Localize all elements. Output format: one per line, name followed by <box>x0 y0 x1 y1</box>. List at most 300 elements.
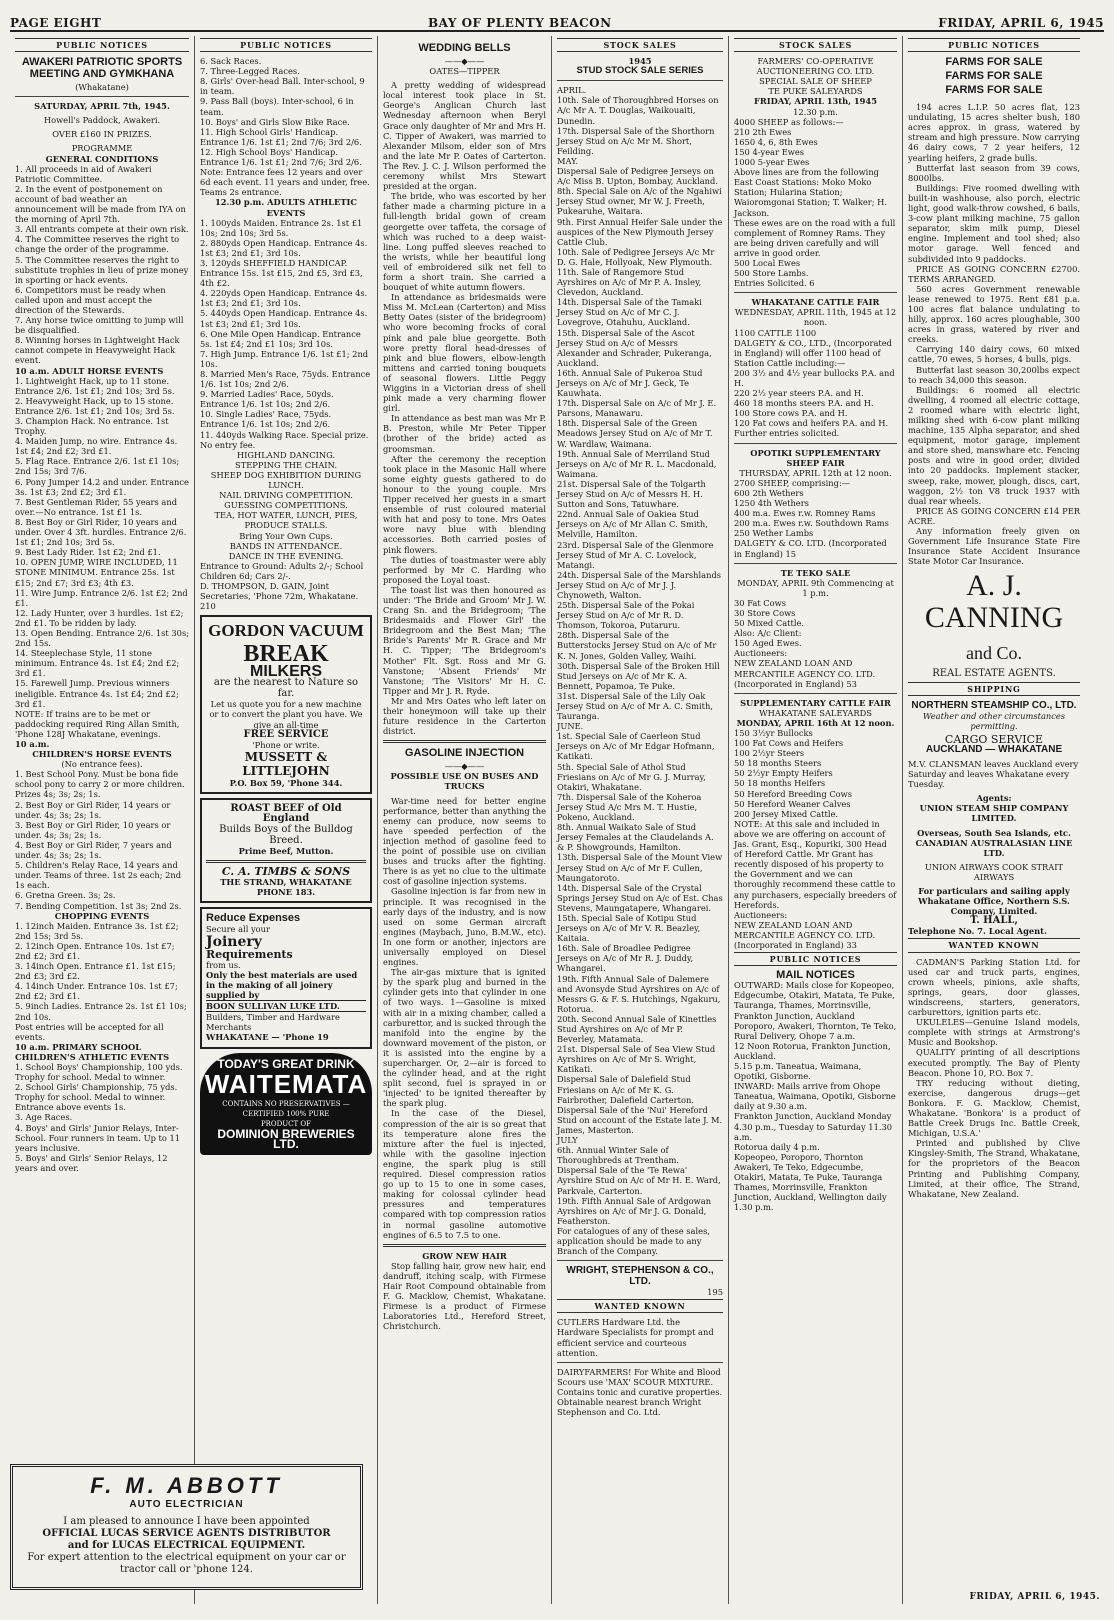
section-header: PUBLIC NOTICES <box>200 38 372 52</box>
text-line: The air-gas mixture that is ignited by the spark plug and burned in the cylinder gets into that cylinder in one of two ways. 1—Gasoline is mixed with air in a mixing chamber, called a carburettor, and is sucked through the manifold into the engine by the downward movement of the piston, or it is assisted into the engine by a supercharger. Or, 2—air is forced to the cylinder head, and at the right split second, fuel is sprayed in or 'injected' to be ignited thereafter by the spark plug. <box>383 967 546 1109</box>
joinery-ad <box>200 907 372 1048</box>
text-line: 10. Single Ladies' Race, 75yds. Entrance 1/6. 1st 10s; 2nd 2/6. <box>200 409 332 430</box>
text-line: 19th. Fifth Annual Sale of Dalemere and Avonsyde Stud Ayrshires on A/c of Messrs G. & F. S. Hutchings, Ngakuru, Rotorua. <box>557 973 721 1014</box>
ad-phone: WHAKATANE — 'Phone 19 <box>206 1032 329 1043</box>
text-line: FARMS FOR SALE <box>945 70 1043 83</box>
school-events-heading: 10 a.m. PRIMARY SCHOOL CHILDREN'S ATHLETIC EVENTS <box>15 1041 170 1062</box>
wanted-notice: CUTLERS Hardware Ltd. the Hardware Specialists for prompt and efficient service and courteous attention. <box>557 1317 714 1358</box>
text-line: OUTWARD: Mails close for Kopeopeo, Edgecumbe, Otakiri, Matata, Te Puke, Tauranga, Thames, Morrinsville, Frankton Junction, Auckland Poroporo, Awakeri, Thornton, Te Teko, Rural Delivery, Ohope 7 a.m. <box>734 980 897 1041</box>
issue-date: FRIDAY, APRIL 6, 1945 <box>938 16 1104 30</box>
text-line: 1250 4th Wethers <box>734 498 809 509</box>
text-line: 8. Married Men's Race, 75yds. Entrance 1/6. 1st 10s; 2nd 2/6. <box>200 369 371 390</box>
text-line: A pretty wedding of widespread local interest took place in St. George's Anglican Church last Wednesday afternoon when Beryl Grace only daughter of Mr and Mrs H. C. Tipper of Awakeri, was married to Alexander Milsom, elder son of Mrs and the late Mr P. Oates of Carterton. The Rev. J. C. J. Wilson performed the ceremony whilst Mrs Stewart presided at the organ. <box>383 80 546 192</box>
text-line: 24th. Dispersal Sale of the Marshlands Jersey Stud on A/c of Mr J. J. Chynoweth, Walton. <box>557 569 722 600</box>
text-line: Further entries solicited. <box>734 428 840 439</box>
text-line: MAY. <box>557 155 579 166</box>
text-line: 1. School Boys' Championship, 100 yds. Trophy for school. Medal to winner. <box>15 1062 183 1083</box>
text-line: 3. 14inch Open. Entrance £1. 1st £15; 2nd £3; 3rd £2. <box>15 961 176 982</box>
text-line: 1. Best School Pony. Must be bona fide school pony to carry 2 or more children. Prizes 4s; 3s; 2s; 1s. <box>15 769 185 800</box>
text-line: 100 Fat Cows and Heifers <box>734 738 844 749</box>
article-body <box>383 796 546 1240</box>
text-line: 11th. Sale of Rangemore Stud Ayrshires on A/c of Mr P. A. Insley, Clevedon, Auckland. <box>557 266 702 298</box>
agent-brand-2 <box>908 634 1080 669</box>
text-line: 500 Store Lambs. <box>734 268 809 279</box>
text-line: SHEEP DOG EXHIBITION DURING LUNCH. <box>210 469 362 491</box>
sale-title: SUPPLEMENTARY CATTLE FAIR <box>740 697 891 708</box>
text-line: 50 18 months Heifers <box>734 778 826 789</box>
ad-company: DOMINION BREWERIES LTD. <box>217 1126 355 1151</box>
text-line: 8. Winning horses in Lightweight Hack cannot compete in Heavyweight Hack event. <box>15 335 180 366</box>
text-line: 2. School Girls' Championship, 75 yds. Trophy for school. Medal to winner. <box>15 1082 178 1103</box>
text-line: 4. The Committee reserves the right to change the order of the programme. <box>15 234 180 255</box>
text-line: 5.15 p.m. Taneatua, Waimana, Opotiki, Gisborne. <box>734 1061 862 1082</box>
sale-time: 12.30 p.m. <box>793 106 838 117</box>
text-line: 12 Noon Rotorua, Frankton Junction, Auckland. <box>734 1040 891 1061</box>
text-line: 600 2th Wethers <box>734 487 804 498</box>
sale-yards: WHAKATANE SALEYARDS <box>759 707 872 718</box>
prize-total: OVER £160 IN PRIZES. <box>52 129 152 140</box>
text-line: 28th. Dispersal Sale of the Butterstocks Jersey Stud on A/c of Mr K. N. Jones, Golden Valley, Waihi. <box>557 630 717 661</box>
text-line: The duties of toastmaster were ably performed by Mr C. Harding who proposed the Loyal toast. <box>383 554 546 585</box>
text-line: 3. 120yds SHEFFIELD HANDICAP. Entrance 15s. 1st £15, 2nd £5, 3rd £3, 4th £2. <box>200 257 363 289</box>
text-line: NOTE: At this sale and included in above we are offering on account of Jas. Grant, Esq., Kopuriki, 300 Head of Hereford Cattle. Mr Grant has recently disposed of his property to the Government and we can thoroughly recommend these cattle to any purchasers, especially breeders of Herefords. <box>734 818 897 910</box>
text-line: 150 3½yr Bullocks <box>734 728 813 738</box>
sale-lines <box>734 728 897 950</box>
text-line: 2. In the event of postponement on account of bad weather an announcement will be made from IYA on the morning of April 7th. <box>15 183 186 225</box>
text-line: 23rd. Dispersal Sale of the Glenmore Jersey Stud of Mr A. C. Lovelock, Matangi. <box>557 539 714 570</box>
text-line: 10. Boys' and Girls Slow Bike Race. <box>200 116 350 127</box>
text-line: Above lines are from the following East Coast Stations: Moko Moko Station; Hularina Station; Waioromgonai Station; T. Walker; H. Jackson. <box>734 167 888 218</box>
text-line: For catalogues of any of these sales, application should be made to any Branch of the Company. <box>557 1225 710 1257</box>
sale-title: SPECIAL SALE OF SHEEP <box>759 76 872 87</box>
text-line: FARMS FOR SALE <box>945 56 1043 69</box>
text-line: 10th. Sale of Pedigree Jerseys A/c Mr D. G. Hale, Hollyoak, New Plymouth. <box>557 246 715 267</box>
text-line: 400 m.a. Ewes r.w. Romney Rams <box>734 508 876 519</box>
conditions-list <box>15 164 189 366</box>
text-line: 8. Best Boy or Girl Rider, 10 years and under. Over 4 3ft. hurdles. Entrance 2/6. 1st £1; 2nd 10s; 3rd 5s. <box>15 516 187 548</box>
particulars: For particulars and sailing apply Whakatane Office, Northern S.S. Company, Limited. <box>918 886 1070 917</box>
text-line: CADMAN'S Parking Station Ltd. for used car and truck parts, engines, crown wheels, pinions, axle shafts, springs, gears, door glasses, windscreens, starters, generators, carburettors, ignition parts etc. <box>908 956 1080 1018</box>
series-year: 1945 <box>628 56 652 67</box>
text-line: Rotorua daily 4 p.m. <box>734 1141 820 1152</box>
text-line: Any information freely given on Government Life Insurance State Fire Insurance State Accident Insurance State Motor Car Insurance. <box>908 526 1080 567</box>
section-header: PUBLIC NOTICES <box>908 38 1080 52</box>
chopping-heading: CHOPPING EVENTS <box>54 910 150 921</box>
secretaries: D. THOMPSON, D. GAIN, Joint Secretaries, 'Phone 72m, Whakatane. 210 <box>200 580 359 612</box>
text-line: 21st. Dispersal Sale of Sea View Stud Ayrshires on A/c of Mr S. Wright, Katikati. <box>557 1044 716 1075</box>
event-venue: Howell's Paddock, Awakeri. <box>43 115 161 126</box>
section-header: STOCK SALES <box>734 38 897 52</box>
text-line: 1000 5-year Ewes <box>734 157 810 168</box>
text-line: 200 Jersey Mixed Cattle. <box>734 808 839 819</box>
text-line: 194 acres L.I.P. 50 acres flat, 123 undulating, 15 acres shelter bush, 180 acres approx. in grass, watered by stream and high pressure. Now carrying 46 dairy cows, 7 2 year heifers, 12 yearling heifers, 2 grade bulls. <box>908 102 1080 163</box>
text-line: 3. All entrants compete at their own risk. <box>15 224 189 235</box>
shipping-note: Weather and other circumstances permitting. <box>922 710 1066 731</box>
adult-events-list <box>15 376 189 739</box>
column-5 <box>729 36 903 1604</box>
text-line: 30 Store Cows <box>734 607 796 618</box>
airways: UNION AIRWAYS COOK STRAIT AIRWAYS <box>924 861 1064 882</box>
farm-listings <box>908 102 1080 566</box>
children-time: 10 a.m. <box>15 739 50 749</box>
text-line: 560 acres Government renewable lease renewed to 1975. Rent £81 p.a. 100 acres flat balance undulating to hilly, approx. 160 acres ploughable, 300 acres in grass, watered by river and creeks. <box>908 283 1080 345</box>
sale-yards: TE PUKE SALEYARDS <box>768 86 863 97</box>
adults-athletic-heading: 12.30 p.m. ADULTS ATHLETIC EVENTS <box>214 197 357 218</box>
text-line: Buildings: Five roomed dwelling with built-in washhouse, also porch, electric light, good walk-throw cowshed, 6 bails, 3-cow plant milking machine, 75 gallon separator, skim milk pump, Diesel engine. Implement and tool shed; also motor garage. Well fenced and subdivided into 9 paddocks. <box>908 182 1080 264</box>
ad-product: MILKERS <box>250 663 322 681</box>
page-number: PAGE EIGHT <box>10 16 102 30</box>
ad-line: For expert attention to the electrical equipment on your car or tractor call or 'phone 124. <box>27 1552 346 1575</box>
text-line: 5. Flag Race. Entrance 2/6. 1st £1 10s; 2nd 15s; 3rd 7/6. <box>15 456 180 477</box>
school-events-list <box>15 1062 189 1173</box>
text-line: 200 m.a. Ewes r.w. Southdown Rams <box>734 518 889 529</box>
text-line: 1100 CATTLE 1100 <box>734 327 817 338</box>
text-line: 17th. Dispersal Sale on A/c of Mr J. E. Parsons, Manawaru. <box>557 398 717 419</box>
divider-ornament: ——◆—— <box>444 56 485 66</box>
text-line: 7th. Dispersal Sale of the Koheroa Jersey Stud A/c Mrs M. T. Hustie, Pokeno, Auckland. <box>557 791 702 823</box>
article-title: WEDDING BELLS <box>418 42 511 54</box>
wanted-known-list <box>908 957 1080 1199</box>
text-line: STEPPING THE CHAIN. <box>235 459 337 470</box>
text-line: Post entries will be accepted for all events. <box>15 1021 164 1042</box>
waitemata-ad <box>200 1053 372 1156</box>
column-2 <box>195 36 378 1604</box>
conditions-heading: GENERAL CONDITIONS <box>45 153 159 164</box>
ad-company: MUSSETT & LITTLEJOHN <box>242 749 330 778</box>
text-line: 120 Fat cows and heifers P.A. and H. <box>734 418 889 429</box>
sale-lines <box>734 117 897 289</box>
newspaper-name: BAY OF PLENTY BEACON <box>427 16 612 30</box>
text-line: 2. Heavyweight Hack, up to 15 stone. Entrance 2/6. 1st £1; 2nd 10s; 3rd 5s. <box>15 395 175 416</box>
text-line: Carrying 140 dairy cows, 60 mixed cattle, 70 ewes, 5 horses, 4 bulls, pigs. <box>908 344 1080 365</box>
text-line: 20th. Second Annual Sale of Kinettles Stud Ayrshires on A/c of Mr P. Beverley, Matamata. <box>557 1013 717 1045</box>
text-line: Dispersal Sale of the 'Te Rewa' Ayrshire Stud on A/c of Mr H. E. Ward, Parkvale, Carterton. <box>557 1165 721 1196</box>
agent-telephone: Telephone No. 7. Local Agent. <box>908 926 1047 937</box>
cargo-service: CARGO SERVICE <box>944 732 1044 746</box>
sale-lines <box>734 478 897 559</box>
text-line: 6. Sack Races. <box>200 56 262 67</box>
text-line: Bring Your Own Cups. <box>239 530 333 541</box>
sale-date: MONDAY, APRIL 16th At 12 noon. <box>736 717 895 728</box>
shipping-route: AUCKLAND — WHAKATANE <box>925 743 1063 755</box>
sale-lines <box>734 328 897 439</box>
agents-label: Agents: <box>976 793 1012 804</box>
text-line: 14th. Dispersal Sale of the Tamaki Jersey Stud on A/c of Mr C. J. Lovegrove, Otahuhu, Auckland. <box>557 297 702 328</box>
text-line: 7. Bending Competition. 1st 3s; 2nd 2s. <box>15 900 182 911</box>
text-line: 1. All proceeds in aid of Awakeri Patriotic Committee. <box>15 163 152 184</box>
text-line: 11. High School Girls' Handicap. Entrance 1/6. 1st £1; 2nd 7/6; 3rd 2/6. <box>200 126 362 147</box>
text-line: 1650 4, 6, 8th Ewes <box>734 136 818 147</box>
text-line: After the ceremony the reception took place in the Masonic Hall where some eighty guests gathered to do honour to the young couple. Mrs Tipper received her guests in a smart ensemble of rust coloured material with hat and posy to tone. Mrs Oates wore navy blue with blending accessories. Both carried posies of pink flowers. <box>383 453 546 555</box>
agent-line: CANADIAN AUSTRALASIAN LINE LTD. <box>915 837 1073 858</box>
text-line: Entries Solicited. 6 <box>734 278 815 289</box>
text-line: NEW ZEALAND LOAN AND MERCANTILE AGENCY CO. LTD. (Incorporated in England) 33 <box>734 919 876 950</box>
sale-date: THURSDAY, APRIL 12th at 12 noon. <box>739 467 892 478</box>
children-events-heading: CHILDREN'S HORSE EVENTS <box>32 749 172 760</box>
text-line: In attendance as best man was Mr P. B. Preston, while Mr Peter Tipper (brother of the bride) acted as groomsman. <box>383 413 546 454</box>
ad-address: P.O. Box 59, 'Phone 344. <box>229 777 343 788</box>
school-events-continued <box>200 56 372 197</box>
ground-entrance: Entrance to Ground: Adults 2/-; School Children 6d; Cars 2/-. <box>200 560 364 581</box>
text-line: 7. Best Gentleman Rider, 55 years and over.—No entrance. 1st £1 1s. <box>15 496 178 517</box>
ad-claim: CONTAINS NO PRESERVATIVES — CERTIFIED 100% PURE <box>222 1099 350 1118</box>
text-line: 2700 SHEEP, comprising:— <box>734 477 851 488</box>
column-4 <box>552 36 729 1604</box>
text-line: JUNE. <box>557 721 584 732</box>
text-line: 9. Married Ladies' Race, 50yds. Entrance 1/6. 1st 10s; 2nd 2/6. <box>200 389 334 410</box>
text-line: 15th. Special Sale of Kotipu Stud Jerseys on A/c of Mr V. R. Beazley, Kaitaia. <box>557 912 701 944</box>
agent-name: WRIGHT, STEPHENSON & CO., LTD. <box>566 1265 714 1288</box>
newspaper-page <box>10 8 1104 1604</box>
text-line: 220 2½ year steers P.A. and H. <box>734 388 864 399</box>
ad-line: from us. <box>206 959 241 970</box>
text-line: NEW ZEALAND LOAN AND MERCANTILE AGENCY CO. LTD. (Incorporated in England) 53 <box>734 658 876 689</box>
text-line: FARMS FOR SALE <box>945 84 1043 97</box>
article-subtitle: POSSIBLE USE ON BUSES AND TRUCKS <box>390 771 539 792</box>
ad-trade: Builders, Timber and Hardware Merchants <box>206 1012 340 1033</box>
text-line: 5. 440yds Open Handicap. Entrance 4s. 1st £3; 2nd £1; 3rd 10s. <box>200 308 368 329</box>
text-line: 3. Best Boy or Girl Rider, 10 years or under. 4s; 3s; 2s; 1s. <box>15 819 171 840</box>
text-line: 17th. Dispersal Sale of the Shorthorn Jersey Stud on A/c Mr M. Short, Feilding. <box>557 125 715 156</box>
text-line: NAIL DRIVING COMPETITION. <box>219 490 353 501</box>
sale-date: MONDAY, APRIL 9th Commencing at 1 p.m. <box>737 577 894 598</box>
sale-date: FRIDAY, APRIL 13th, 1945 <box>754 96 877 107</box>
shipping-company: NORTHERN STEAMSHIP CO., LTD. <box>911 699 1077 711</box>
text-line: 4. Maiden Jump, no wire. Entrance 4s. 1st £4; 2nd £2; 3rd £1. <box>15 436 178 457</box>
section-header: WANTED KNOWN <box>557 1299 723 1313</box>
text-line: DALGETY & CO. LTD. (Incorporated in England) 15 <box>734 538 887 559</box>
ad-company: C. A. TIMBS & SONS <box>221 865 351 879</box>
agent-brand: A. J. CANNING <box>924 569 1064 635</box>
sale-entries <box>557 85 723 1256</box>
text-line: 2. 880yds Open Handicap. Entrance 4s. 1st £3; 2nd £1; 3rd 10s. <box>200 237 368 258</box>
sailing-schedule: M.V. CLANSMAN leaves Auckland every Saturday and leaves Whakatane every Tuesday. <box>908 758 1079 790</box>
text-line: 1. 12inch Maiden. Entrance 3s. 1st £2; 2nd 15s; 3rd 5s. <box>15 920 179 941</box>
text-line: Entrance above events 1s. <box>15 1102 126 1113</box>
text-line: 4. 14inch Under. Entrance 10s. 1st £7; 2nd £2; 3rd £1. <box>15 981 178 1002</box>
text-line: QUALITY printing of all descriptions executed promptly. The Bay of Plenty Beacon. Phone 10, P.O. Box 7. <box>908 1047 1080 1078</box>
text-line: 50 Hereford Breeding Cows <box>734 788 853 799</box>
agent-line: UNION STEAM SHIP COMPANY LIMITED. <box>919 803 1069 824</box>
text-line: DANCE IN THE EVENING. <box>228 550 344 561</box>
article-subtitle: OATES—TIPPER <box>429 66 500 77</box>
ad-product: Joinery <box>206 933 262 950</box>
text-line: HIGHLAND DANCING. <box>236 449 336 460</box>
event-date: SATURDAY, APRIL 7th, 1945. <box>34 101 170 112</box>
text-line: TEA, HOT WATER, LUNCH, PIES, PRODUCE STALLS. <box>214 510 358 531</box>
text-line: Auctioneers: <box>734 648 788 659</box>
text-line: 4. 220yds Open Handicap. Entrance 4s. 1st £3; 2nd £1; 3rd 10s. <box>200 288 368 309</box>
text-line: 13. Open Bending. Entrance 2/6. 1st 30s; 2nd 15s. <box>15 627 190 649</box>
text-line: 8th. Special Sale on A/c of the Ngahiwi Jersey Stud owner, Mr W. J. Freeth, Pukearuhe, Waitara. <box>557 186 722 217</box>
text-line: 9. Pass Ball (boys). Inter-school, 6 in team. <box>200 96 354 117</box>
hair-body: Stop falling hair, grow new hair, end dandruff, itching scalp, with Firmese Hair Root Compound obtainable from F. G. Macklow, Chemist, Whakatane. Firmese is a product of Firmese Laboratories Ltd., Hereford Street, Christchurch. <box>383 1260 546 1332</box>
text-line: 6. Competitors must be ready when called upon and must accept the direction of the Stewards. <box>15 284 166 315</box>
children-events-list <box>15 769 189 910</box>
chopping-list <box>15 921 189 1042</box>
text-line: Butterfat last season 30,200lbs expect to reach 34,000 this season. <box>908 364 1080 385</box>
mail-title: MAIL NOTICES <box>776 969 855 982</box>
article-body <box>383 80 546 736</box>
sale-title: OPOTIKI SUPPLEMENTARY SHEEP FAIR <box>750 447 881 468</box>
text-line: 10th. Sale of Thoroughbred Horses on A/c Mr A. T. Douglas, Waikouaiti, Dunedin. <box>557 95 719 126</box>
text-line: Dispersal Sale of the 'Nui' Hereford Stud on account of the Estate late J. M. James, Masterton. <box>557 1104 723 1135</box>
text-line: 460 18 months steers P.A. and H. <box>734 398 874 409</box>
text-line: 4. Best Boy or Girl Rider, 7 years and under. 4s; 3s; 2s; 1s. <box>15 839 172 861</box>
text-line: 2. 12inch Open. Entrance 10s. 1st £7; 2nd £2; 3rd £1. <box>15 940 175 961</box>
text-line: 5th. Special Sale of Athol Stud Friesians on A/c of Mr G. J. Murray, Otakiri, Whakatane. <box>557 761 706 792</box>
text-line: 30 Fat Cows <box>734 597 787 608</box>
text-line: 22nd. Annual Sale of Oakiea Stud Jerseys on A/c of Mr Allan C. Smith, Melville, Hamilton. <box>557 509 708 540</box>
text-line: 21st. Dispersal Sale of the Tolgarth Jersey Stud on A/c of Messrs H. H. Sutton and Sons, Tatuwhare. <box>557 478 706 510</box>
mail-list <box>734 980 897 1212</box>
text-line: 210 2th Ewes <box>734 126 792 137</box>
text-line: DALGETY & CO., LTD., (Incorporated in England) will offer 1100 head of Station Cattle including:— <box>734 337 892 368</box>
text-line: These ewes are on the road with a full complement of Romney Rams. They are being driven carefully and will arrive in good order. <box>734 217 896 258</box>
text-line: In attendance as bridesmaids were Miss M. McLean (Carterton) and Miss Betty Oates (sister of the bridegroom) who wore becoming frocks of coral pink and pale blue georgette. Both wore pretty floral head-dresses of pink and blue flowers, elbow-length mittens and carried toning bouquets of seasonal flowers. Little Peggy Wiggins in a Victorian dress of shell pink made a very charming flower girl. <box>383 292 546 414</box>
ad-headline: TODAY'S GREAT DRINK <box>217 1056 355 1071</box>
text-line: 6. One Mile Open Handicap. Entrance 5s. 1st £4; 2nd £1 10s; 3rd 10s. <box>200 328 361 349</box>
sale-date: WEDNESDAY, APRIL 11th, 1945 at 12 noon. <box>734 307 897 328</box>
text-line: 2. Best Boy or Girl Rider, 14 years or under. 4s; 3s; 2s; 1s. <box>15 799 171 820</box>
ad-company: BOON SULLIVAN LUKE LTD. <box>206 1000 366 1012</box>
text-line: INWARD: Mails arrive from Ohope Taneatua, Waimana, Opotiki, Gisborne daily at 9.30 a.m. <box>734 1081 896 1112</box>
ad-line: Requirements <box>206 947 293 961</box>
text-line: The toast list was then honoured as under: 'The Bride and Groom' Mr J. W. Crang Sn. and the Bridegroom; 'The Bridesmaids and Flower Girl' the Bridegroom and the Best Man; 'The Bride's Parents' Mr R. Grace and Mr H. C. Tipper; 'The Bridegroom's Mother' Flt. Sgt. Ross and Mr G. Vanstone; 'Absent Friends' Mr Vanstone; 'The Visitors' Mr H. C. Tipper and Mr J. R. Ryde. <box>383 584 546 696</box>
text-line: Also: A/c Client: <box>734 628 802 639</box>
section-header: PUBLIC NOTICES <box>734 952 897 966</box>
text-line: 14. Steeplechase Style, 11 stone minimum. Entrance 4s. 1st £4; 2nd £2; 3rd £1. <box>15 648 180 679</box>
programme-label: PROGRAMME <box>71 143 133 154</box>
text-line: 5. 9inch Ladies. Entrance 2s. 1st £1 10s; 2nd 10s. <box>15 1001 187 1022</box>
text-line: 7. Three-Legged Races. <box>200 66 300 77</box>
section-header: PUBLIC NOTICES <box>15 38 189 52</box>
masthead <box>10 8 1104 32</box>
text-line: In the case of the Diesel, compression of the air is so great that its temperature alone fires the mixture after the fuel is injected, while with the gasoline injection engine, the spark plug is still required. Diesel compression ratios go up to 15 to one in some cases, making for colossal cylinder head pressures and temperatures compared with top compression ratios in normal gasoline automotive engines of 6.5 to 7.5 to one. <box>383 1108 546 1240</box>
text-line: 11. 440yds Walking Race. Special prize. No entry fee. <box>200 429 369 450</box>
text-line: 6. Pony Jumper 14.2 and under. Entrance 3s. 1st £3; 2nd £2; 3rd £1. <box>15 476 189 497</box>
text-line: 14th. Dispersal Sale of the Crystal Springs Jersey Stud on A/c of Est. Chas Stevens, Maungatapere, Whangarei. <box>557 882 723 913</box>
text-line: Dispersal Sale of Dalefield Stud Friesians on A/c of Mr K. G. Fairbrother, Dalefield Carterton. <box>557 1074 694 1105</box>
text-line: 16th. Annual Sale of Pukeroa Stud Jerseys on A/c of Mr J. Geck, Te Kauwhata. <box>557 367 703 399</box>
text-line: 7. High Jump. Entrance 1/6. 1st £1; 2nd 10s. <box>200 348 369 369</box>
ad-brand-2: BREAK <box>243 641 329 668</box>
text-line: PRICE AS GOING CONCERN £2700. TERMS ARRANGED. <box>908 263 1080 284</box>
text-line: UKULELES—Genuine Island models, complete with strings at Armstrong's Music and Bookshop. <box>908 1017 1080 1048</box>
agent-trade: REAL ESTATE AGENTS. <box>932 668 1056 680</box>
text-line: 19th. Annual Sale of Merriland Stud Jerseys on A/c of Mr R. L. Macdonald, Waimana. <box>557 448 717 479</box>
adult-events-heading: 10 a.m. ADULT HORSE EVENTS <box>15 365 164 376</box>
ad-tagline: Builds Boys of the Bulldog Breed. <box>219 824 353 847</box>
column-1 <box>10 36 195 1604</box>
text-line: 3. Age Races. <box>15 1112 73 1123</box>
text-line: 1. Lightweight Hack, up to 11 stone. Entrance 2/6. 1st £1; 2nd 10s; 3rd 5s. <box>15 375 175 396</box>
notice-title: AWAKERI PATRIOTIC SPORTS MEETING AND GYMKHANA <box>21 56 183 81</box>
text-line: 100 2½yr Steers <box>734 748 805 759</box>
text-line: 6th. Annual Winter Sale of Thoroughbreds at Trentham. <box>557 1145 680 1166</box>
text-line: 5. Boys' and Girls' Senior Relays, 12 years and over. <box>15 1152 168 1173</box>
text-line: 30th. Dispersal Sale of the Broken Hill Stud Jerseys on A/c of Mr K. A. Bennett, Popamoa, Te Puke. <box>557 660 720 691</box>
text-line: 200 3½ and 4½ year bullocks P.A. and H. <box>734 367 895 388</box>
text-line: 1. 100yds Maiden. Entrance 2s. 1st £1 10s; 2nd 10s; 3rd 5s. <box>200 217 363 238</box>
text-line: 15. Farewell Jump. Previous winners ineligible. Entrance 4s. 1st £4; 2nd £2; 3rd £1. <box>15 678 179 709</box>
text-line: Auctioneers: <box>734 909 788 920</box>
roast-beef-ad <box>200 798 372 904</box>
text-line: 16th. Sale of Broadlee Pedigree Jerseys on A/c of Mr R. J. Duddy, Whangarei. <box>557 943 694 974</box>
ad-line: I am pleased to announce I have been appointed <box>63 1516 310 1527</box>
text-line: The bride, who was escorted by her father made a charming picture in a full-length bridal gown of cream georgette over taffeta, the corsage of which was ruched to a deep waist-line. Long puffed sleeves reached to the wrists, while her beautiful long veil of embroidered silk net fell to form a short train. She carried a bouquet of white autumn flowers. <box>383 191 546 293</box>
text-line: Gasoline injection is far from new in principle. It was recognised in the early days of the industry, and is now used on some German aircraft engines (Maybach, Juno, B.M.W., etc). In one form or another, injectors are universally employed on Diesel engines. <box>383 886 546 968</box>
text-line: PRICE AS GOING CONCERN £14 PER ACRE. <box>908 505 1080 526</box>
text-line: 5. The Committee reserves the right to substitute trophies in lieu of prize money in sporting or hack events. <box>15 254 189 285</box>
text-line: 150 Aged Ewes. <box>734 638 802 649</box>
ad-contact-prompt: 'Phone or write. <box>252 739 320 750</box>
notice-subtitle: (Whakatane) <box>75 82 129 93</box>
text-line: 6. Gretna Green. 3s; 2s. <box>15 890 116 901</box>
text-line: 150 4-year Ewes <box>734 146 805 157</box>
text-line: 4. Boys' and Girls' Junior Relays, Inter-School. Four runners in team. Up to 11 years inclusive. <box>15 1122 181 1153</box>
ad-phone: PHONE 183. <box>256 887 316 898</box>
text-line: 18th. Dispersal Sale of the Green Meadows Jersey Stud on A/c of Mr T. W. Wardlaw, Waimana. <box>557 418 713 449</box>
text-line: 13th. Dispersal Sale of the Mount View Jersey Stud on A/c of Mr F. Cullen, Maungatoroto. <box>557 852 723 883</box>
section-header: SHIPPING <box>908 682 1080 696</box>
text-line: 25th. Dispersal Sale of the Pokai Jersey Stud on A/c of Mr R. D. Thomson, Tokoroa, Putaruru. <box>557 600 695 631</box>
extras-list <box>200 450 372 561</box>
text-line: 100 Store cows P.A. and H. <box>734 408 848 419</box>
text-line: Frankton Junction, Auckland Monday 4.30 p.m., Tuesday to Saturday 11.30 a.m. <box>734 1111 893 1142</box>
sale-title: TE TEKO SALE <box>780 567 851 578</box>
ad-company: F. M. ABBOTT <box>90 1473 283 1498</box>
ad-address: THE STRAND, WHAKATANE <box>220 877 352 888</box>
ad-body: Let us quote you for a new machine or to convert the plant you have. We give an all-time <box>209 699 363 730</box>
text-line: 12. Lady Hunter, over 3 hurdles. 1st £2; 2nd £1. To be ridden by lady. <box>15 607 184 628</box>
text-line: JULY <box>557 1135 578 1146</box>
text-line: 4000 SHEEP as follows:— <box>734 116 844 127</box>
text-line: Buildings: 6 roomed all electric dwelling, 4 roomed all electric cottage, 2 roomed whare with electric light, milking shed with 6-cow plant milking machine, 135 Alpha separator, and shed equipment, motor garage, implement and store shed, manswhare etc. Fencing posts and wire in good order, divided into 20 paddocks. Implement stacker, sweep, rake, mower, plough, discs, cart, waggon, 2½ ton V8 truck 1937 with dual rear wheels. <box>908 384 1080 506</box>
local-agent: T. HALL, <box>970 915 1018 927</box>
text-line: GUESSING COMPETITIONS. <box>224 500 348 511</box>
text-line: War-time need for better engine performance, better than anything the enemy can produce, now seems to have speeded perfection of the injection method of gasoline feed to the point of possible use on civilian buses and trucks after the fighting. There is as yet no clue to the ultimate cost of gasoline injection systems. <box>383 795 546 887</box>
section-header: WANTED KNOWN <box>908 938 1080 952</box>
text-line: 50 2½yr Empty Heifers <box>734 768 833 779</box>
ad-headline: ROAST BEEF of Old England <box>230 802 342 824</box>
text-line: APRIL. <box>557 85 587 96</box>
ad-tagline: are the nearest to Nature so far. <box>213 677 359 700</box>
wanted-notice: DAIRYFARMERS! For White and Blood Scours use 'MAX' SCOUR MIXTURE. Contains tonic and curative properties. Obtainable nearest branch Wright Stephenson and Co. Ltd. <box>557 1366 723 1418</box>
text-line: 50 Hereford Weaner Calves <box>734 798 851 809</box>
column-3 <box>378 36 552 1604</box>
text-line: 500 Local Ewes <box>734 257 801 268</box>
text-line: 8th. Annual Waikato Sale of Stud Jersey Females at the Claudelands A. & P. Showgrounds, Hamilton. <box>557 822 714 853</box>
text-line: Note: Entrance fees 12 years and over 6d each event. 11 years and under, free. Teams 2s entrance. <box>200 167 370 198</box>
text-line: 15th. Dispersal Sale of the Ascot Jersey Stud on A/c of Messrs Alexander and Schrader, Pukeranga, Auckland. <box>557 327 712 368</box>
agent-brand-suffix: and Co. <box>966 643 1022 664</box>
text-line: 8. Girls' Over-head Ball. Inter-school, 9 in team. <box>200 76 365 97</box>
adults-athletic-list <box>200 218 372 450</box>
text-line: 9. Best Lady Rider. 1st £2; 2nd £1. <box>15 547 161 558</box>
agent-line: Overseas, South Sea Islands, etc. <box>917 827 1071 838</box>
section-header: STOCK SALES <box>557 38 723 52</box>
text-line: 19th. Fifth Annual Sale of Ardgowan Ayrshires on A/c of Mr J. G. Donald, Featherston. <box>557 1195 712 1226</box>
text-line: TRY reducing without dieting, exercise, dangerous drugs—get Bonkora. F. G. Macklow, Chemist, Whakatane. 'Bonkora' is a product of Battle Creek Drugs Inc. Battle Creek, Michigan, U.S.A.' <box>908 1077 1080 1139</box>
text-line: 12. High School Boys' Handicap. Entrance 1/6. 1st £1; 2nd 7/6; 3rd 2/6. <box>200 146 362 168</box>
article-title: GASOLINE INJECTION <box>404 747 525 760</box>
text-line: Kopeopeo, Poroporo, Thornton Awakeri, Te Teko, Edgecumbe, Otakiri, Matata, Te Puke, Tauranga Thames, Morrinsville, Frankton Junction, Auckland, Wellington daily 1.30 p.m. <box>734 1151 887 1213</box>
article-title: GROW NEW HAIR <box>422 1250 507 1261</box>
sale-title: WHAKATANE CATTLE FAIR <box>751 297 880 308</box>
text-line: 5. Children's Relay Race, 14 years and under. Teams of three. 1st 2s each; 2nd 1s each. <box>15 860 182 891</box>
text-line: 9th. First Annual Heifer Sale under the auspices of the New Plymouth Jersey Cattle Club. <box>557 216 723 247</box>
